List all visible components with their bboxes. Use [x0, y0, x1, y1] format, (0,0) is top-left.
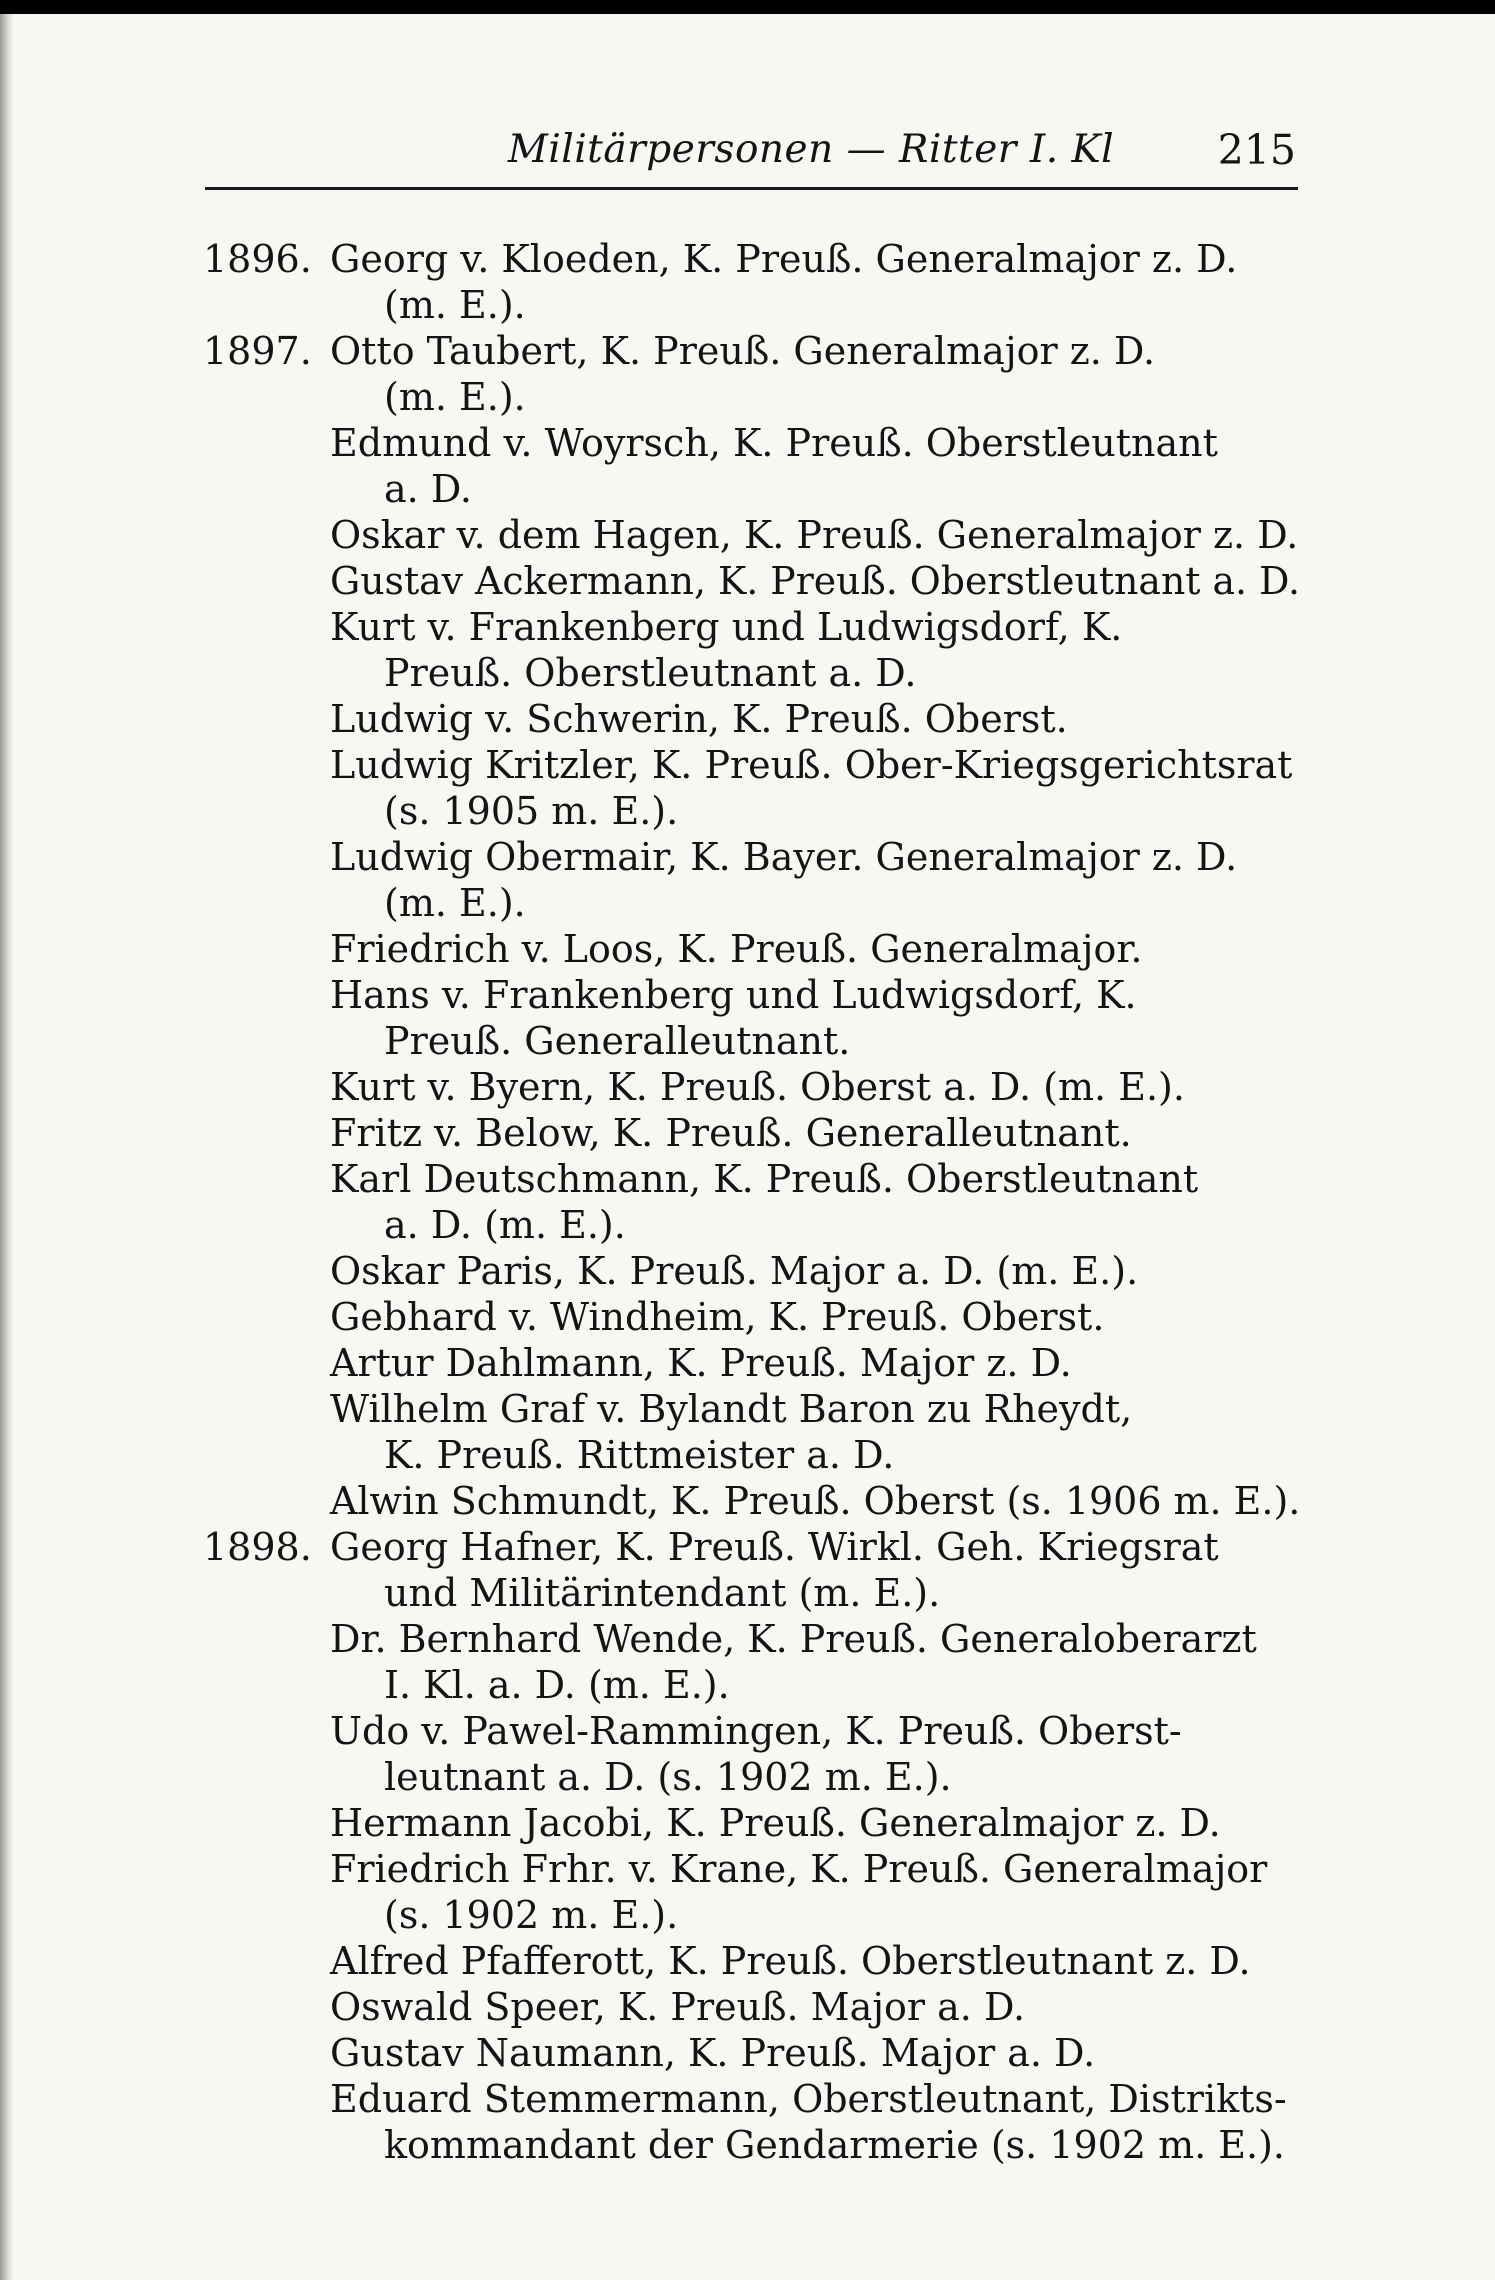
entry-line: Dr. Bernhard Wende, K. Preuß. Generaloberarzt — [330, 1617, 1257, 1661]
entry-line: Edmund v. Woyrsch, K. Preuß. Oberstleutnant — [330, 421, 1218, 465]
entry-continuation: (m. E.). — [384, 375, 526, 419]
scan-left-edge-shadow — [0, 14, 14, 2280]
running-title: Militärpersonen — Ritter I. Kl — [507, 127, 1115, 172]
entry-line: Ludwig Kritzler, K. Preuß. Ober-Kriegsgerichtsrat — [330, 743, 1293, 787]
entry-continuation: leutnant a. D. (s. 1902 m. E.). — [384, 1755, 952, 1799]
entry-line: Oskar v. dem Hagen, K. Preuß. Generalmajor z. D. — [330, 513, 1299, 557]
entry-continuation: K. Preuß. Rittmeister a. D. — [384, 1433, 895, 1477]
entry-continuation: a. D. — [384, 467, 473, 511]
entry-line: Gebhard v. Windheim, K. Preuß. Oberst. — [330, 1295, 1105, 1339]
page-number: 215 — [1217, 126, 1296, 174]
entry-line: Wilhelm Graf v. Bylandt Baron zu Rheydt, — [330, 1387, 1133, 1431]
entry-continuation: a. D. (m. E.). — [384, 1203, 626, 1247]
entry-line: Fritz v. Below, K. Preuß. Generalleutnant. — [330, 1111, 1132, 1155]
entry-continuation: Preuß. Generalleutnant. — [384, 1019, 851, 1063]
page-header — [326, 120, 1296, 180]
entry-line: Oswald Speer, K. Preuß. Major a. D. — [330, 1985, 1026, 2029]
entry-line: Alwin Schmundt, K. Preuß. Oberst (s. 1906 m. E.). — [330, 1479, 1301, 1523]
entry-line: Hermann Jacobi, K. Preuß. Generalmajor z. D. — [330, 1801, 1221, 1845]
entry-continuation: I. Kl. a. D. (m. E.). — [384, 1663, 730, 1707]
entry-line: Georg Hafner, K. Preuß. Wirkl. Geh. Kriegsrat — [330, 1525, 1219, 1569]
entry-line: Kurt v. Byern, K. Preuß. Oberst a. D. (m. E.). — [330, 1065, 1185, 1109]
entry-line: Otto Taubert, K. Preuß. Generalmajor z. D. — [330, 329, 1156, 373]
entry-line: Eduard Stemmermann, Oberstleutnant, Distrikts- — [330, 2077, 1287, 2121]
entry-line: Oskar Paris, K. Preuß. Major a. D. (m. E.). — [330, 1249, 1139, 1293]
entry-line: Gustav Naumann, K. Preuß. Major a. D. — [330, 2031, 1096, 2075]
entry-line: Ludwig v. Schwerin, K. Preuß. Oberst. — [330, 697, 1068, 741]
entry-line: Ludwig Obermair, K. Bayer. Generalmajor z. D. — [330, 835, 1238, 879]
entry-continuation: und Militärintendant (m. E.). — [384, 1571, 941, 1615]
year-label-1898: 1898. — [203, 1525, 312, 1569]
entry-line: Udo v. Pawel-Rammingen, K. Preuß. Oberst- — [330, 1709, 1182, 1753]
entry-line: Gustav Ackermann, K. Preuß. Oberstleutnant a. D. — [330, 559, 1301, 603]
entry-line: Friedrich Frhr. v. Krane, K. Preuß. Generalmajor — [330, 1847, 1268, 1891]
entry-continuation: Preuß. Oberstleutnant a. D. — [384, 651, 917, 695]
entry-continuation: kommandant der Gendarmerie (s. 1902 m. E.). — [384, 2123, 1286, 2167]
entry-line: Georg v. Kloeden, K. Preuß. Generalmajor z. D. — [330, 237, 1238, 281]
year-label-1896: 1896. — [203, 237, 312, 281]
header-rule — [205, 187, 1298, 190]
entry-line: Artur Dahlmann, K. Preuß. Major z. D. — [330, 1341, 1072, 1385]
entry-line: Friedrich v. Loos, K. Preuß. Generalmajor. — [330, 927, 1143, 971]
entry-continuation: (s. 1902 m. E.). — [384, 1893, 679, 1937]
entry-line: Kurt v. Frankenberg und Ludwigsdorf, K. — [330, 605, 1123, 649]
entry-line: Hans v. Frankenberg und Ludwigsdorf, K. — [330, 973, 1137, 1017]
entry-line: Karl Deutschmann, K. Preuß. Oberstleutnant — [330, 1157, 1199, 1201]
year-label-1897: 1897. — [203, 329, 312, 373]
scan-top-border — [0, 0, 1495, 14]
entry-continuation: (m. E.). — [384, 283, 526, 327]
entry-continuation: (m. E.). — [384, 881, 526, 925]
entry-continuation: (s. 1905 m. E.). — [384, 789, 679, 833]
entry-line: Alfred Pfafferott, K. Preuß. Oberstleutnant z. D. — [330, 1939, 1251, 1983]
